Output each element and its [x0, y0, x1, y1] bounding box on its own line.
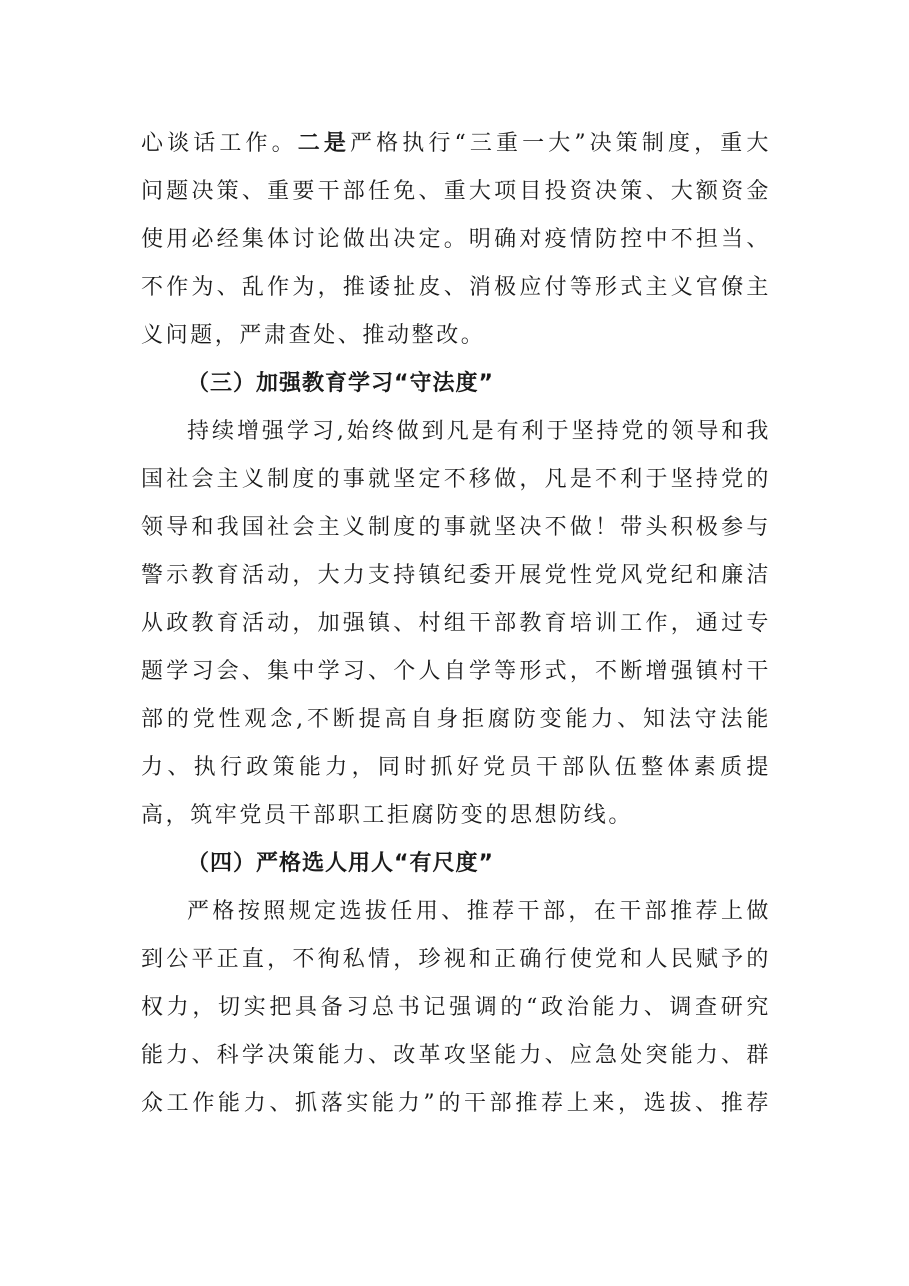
text-run: 心谈话工作。 — [141, 131, 298, 156]
text-line: 部的党性观念,不断提高自身拒腐防变能力、知法守法能 — [141, 707, 771, 732]
paragraph-selection — [141, 888, 771, 1128]
text-line: 不作为、乱作为，推诿扯皮、消极应付等形式主义官僚主 — [141, 275, 771, 300]
text-line — [141, 120, 771, 168]
text-line: 义问题，严肃查处、推动整改。 — [141, 323, 486, 348]
text-line: 众工作能力、抓落实能力”的干部推荐上来，选拔、推荐 — [141, 1091, 771, 1116]
text-line: 能力、科学决策能力、改革攻坚能力、应急处突能力、群 — [141, 1043, 771, 1068]
text-line: 问题决策、重要干部任免、重大项目投资决策、大额资金 — [141, 179, 771, 204]
text-line: 警示教育活动，大力支持镇纪委开展党性党风党纪和廉洁 — [141, 563, 771, 588]
document-body — [141, 120, 771, 1128]
text-line: 题学习会、集中学习、个人自学等形式，不断增强镇村干 — [141, 659, 771, 684]
text-line: 高，筑牢党员干部职工拒腐防变的思想防线。 — [141, 803, 634, 828]
paragraph-discipline — [141, 120, 771, 360]
text-line: 持续增强学习,始终做到凡是有利于坚持党的领导和我 — [187, 419, 771, 444]
text-line: 领导和我国社会主义制度的事就坚决不做！带头积极参与 — [141, 515, 771, 540]
text-line: 使用必经集体讨论做出决定。明确对疫情防控中不担当、 — [141, 227, 771, 252]
text-line: 到公平正直，不徇私情，珍视和正确行使党和人民赋予的 — [141, 947, 771, 972]
text-line: 严格按照规定选拔任用、推荐干部，在干部推荐上做 — [187, 899, 771, 924]
text-run: 严格执行“三重一大”决策制度，重大 — [349, 131, 772, 156]
text-line: 国社会主义制度的事就坚定不移做，凡是不利于坚持党的 — [141, 467, 771, 492]
text-line: 从政教育活动，加强镇、村组干部教育培训工作，通过专 — [141, 611, 771, 636]
section-heading-4: （四）严格选人用人“有尺度” — [187, 851, 494, 876]
emphasis-text: 二是 — [297, 131, 350, 156]
paragraph-education — [141, 408, 771, 840]
text-line: 权力，切实把具备习总书记强调的“政治能力、调查研究 — [141, 995, 771, 1020]
section-heading-3: （三）加强教育学习“守法度” — [187, 371, 494, 396]
text-line: 力、执行政策能力，同时抓好党员干部队伍整体素质提 — [141, 755, 771, 780]
